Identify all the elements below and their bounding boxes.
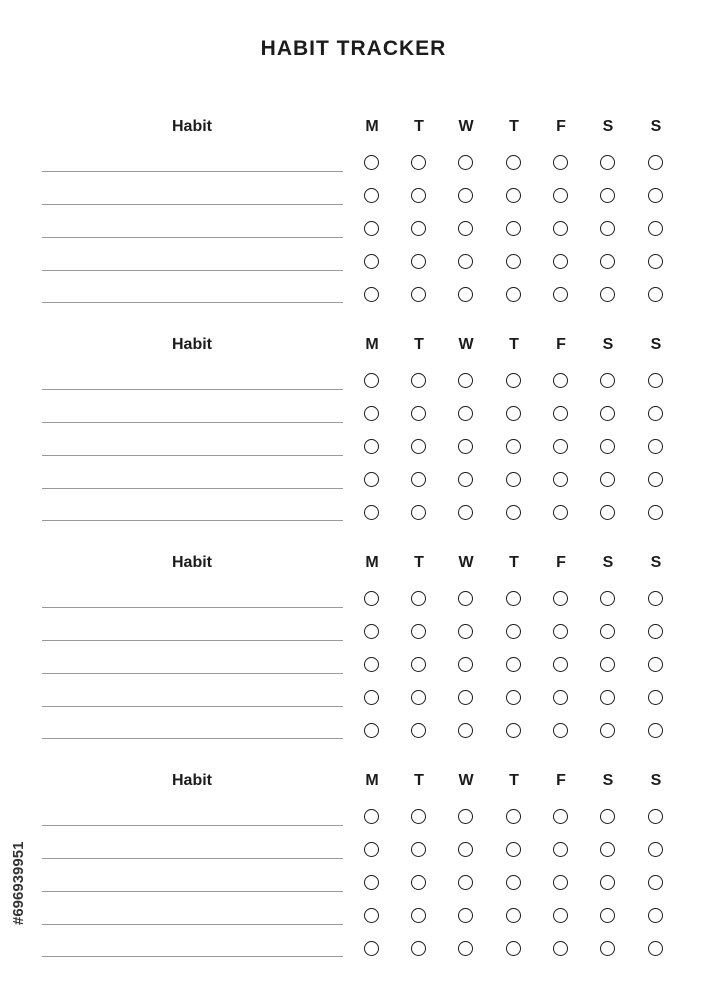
day-checkbox[interactable]	[553, 591, 568, 606]
day-checkbox[interactable]	[506, 809, 521, 824]
habit-section-2	[0, 335, 707, 535]
day-checkbox[interactable]	[411, 941, 426, 956]
day-checkbox[interactable]	[364, 221, 379, 236]
day-checkbox[interactable]	[458, 690, 473, 705]
day-checkbox[interactable]	[364, 624, 379, 639]
day-checkbox[interactable]	[600, 657, 615, 672]
day-checkbox[interactable]	[553, 842, 568, 857]
day-checkbox[interactable]	[553, 287, 568, 302]
day-checkbox[interactable]	[553, 723, 568, 738]
habit-section-3	[0, 553, 707, 753]
day-checkbox[interactable]	[600, 690, 615, 705]
day-header: T	[414, 118, 424, 135]
habit-entry-line[interactable]	[42, 825, 343, 826]
day-checkbox[interactable]	[648, 155, 663, 170]
day-checkbox[interactable]	[458, 439, 473, 454]
day-checkbox[interactable]	[364, 875, 379, 890]
day-checkbox[interactable]	[364, 505, 379, 520]
day-header: S	[650, 118, 662, 135]
day-checkbox[interactable]	[364, 287, 379, 302]
day-checkbox[interactable]	[458, 221, 473, 236]
day-checkbox[interactable]	[648, 287, 663, 302]
day-checkbox[interactable]	[506, 155, 521, 170]
day-checkbox[interactable]	[553, 406, 568, 421]
day-checkbox[interactable]	[364, 472, 379, 487]
day-checkbox[interactable]	[506, 842, 521, 857]
day-checkbox[interactable]	[600, 624, 615, 639]
day-checkbox[interactable]	[648, 221, 663, 236]
day-checkbox[interactable]	[506, 941, 521, 956]
day-checkbox[interactable]	[648, 373, 663, 388]
day-checkbox[interactable]	[506, 624, 521, 639]
day-checkbox[interactable]	[648, 406, 663, 421]
day-header: T	[414, 772, 424, 789]
day-header: T	[509, 554, 519, 571]
day-checkbox[interactable]	[600, 723, 615, 738]
day-checkbox[interactable]	[648, 472, 663, 487]
day-header: S	[602, 336, 614, 353]
day-checkbox[interactable]	[364, 254, 379, 269]
day-checkbox[interactable]	[411, 624, 426, 639]
habit-entry-line[interactable]	[42, 302, 343, 303]
day-checkbox[interactable]	[506, 254, 521, 269]
day-checkbox[interactable]	[458, 406, 473, 421]
day-checkbox[interactable]	[553, 941, 568, 956]
day-checkbox[interactable]	[600, 875, 615, 890]
habit-entry-line[interactable]	[42, 891, 343, 892]
day-checkbox[interactable]	[648, 591, 663, 606]
day-checkbox[interactable]	[458, 505, 473, 520]
day-checkbox[interactable]	[553, 908, 568, 923]
day-checkbox[interactable]	[411, 406, 426, 421]
day-checkbox[interactable]	[411, 723, 426, 738]
day-checkbox[interactable]	[648, 254, 663, 269]
day-checkbox[interactable]	[648, 842, 663, 857]
day-checkbox[interactable]	[600, 221, 615, 236]
habit-entry-line[interactable]	[42, 607, 343, 608]
stock-id-watermark: #696939951	[10, 841, 27, 925]
day-checkbox[interactable]	[553, 155, 568, 170]
day-checkbox[interactable]	[553, 221, 568, 236]
day-checkbox[interactable]	[458, 875, 473, 890]
habit-entry-line[interactable]	[42, 204, 343, 205]
day-checkbox[interactable]	[411, 657, 426, 672]
day-checkbox[interactable]	[458, 373, 473, 388]
habit-section-1	[0, 117, 707, 317]
day-checkbox[interactable]	[458, 941, 473, 956]
day-header: T	[414, 336, 424, 353]
habit-entry-line[interactable]	[42, 422, 343, 423]
habit-entry-line[interactable]	[42, 673, 343, 674]
day-checkbox[interactable]	[600, 254, 615, 269]
habit-entry-line[interactable]	[42, 520, 343, 521]
day-checkbox[interactable]	[411, 908, 426, 923]
day-checkbox[interactable]	[600, 155, 615, 170]
day-checkbox[interactable]	[364, 439, 379, 454]
day-checkbox[interactable]	[411, 221, 426, 236]
day-checkbox[interactable]	[364, 373, 379, 388]
day-checkbox[interactable]	[411, 373, 426, 388]
day-checkbox[interactable]	[600, 188, 615, 203]
day-checkbox[interactable]	[600, 591, 615, 606]
day-checkbox[interactable]	[600, 908, 615, 923]
day-checkbox[interactable]	[458, 254, 473, 269]
day-checkbox[interactable]	[506, 690, 521, 705]
habit-entry-line[interactable]	[42, 924, 343, 925]
habit-column-header: Habit	[172, 772, 212, 789]
day-header: F	[556, 118, 566, 135]
habit-entry-line[interactable]	[42, 706, 343, 707]
day-checkbox[interactable]	[553, 439, 568, 454]
day-checkbox[interactable]	[411, 505, 426, 520]
day-checkbox[interactable]	[506, 591, 521, 606]
day-header: S	[602, 772, 614, 789]
day-checkbox[interactable]	[648, 188, 663, 203]
day-checkbox[interactable]	[411, 155, 426, 170]
day-checkbox[interactable]	[458, 657, 473, 672]
day-header: S	[650, 554, 662, 571]
day-checkbox[interactable]	[458, 188, 473, 203]
day-header: F	[556, 772, 566, 789]
day-checkbox[interactable]	[600, 842, 615, 857]
day-checkbox[interactable]	[458, 472, 473, 487]
habit-entry-line[interactable]	[42, 270, 343, 271]
day-header: T	[509, 118, 519, 135]
day-header: W	[458, 118, 474, 135]
day-header: M	[365, 554, 379, 571]
day-checkbox[interactable]	[648, 690, 663, 705]
day-checkbox[interactable]	[600, 287, 615, 302]
day-checkbox[interactable]	[600, 809, 615, 824]
day-checkbox[interactable]	[364, 406, 379, 421]
day-header: M	[365, 118, 379, 135]
day-checkbox[interactable]	[411, 842, 426, 857]
day-checkbox[interactable]	[600, 505, 615, 520]
day-header: F	[556, 336, 566, 353]
habit-entry-line[interactable]	[42, 455, 343, 456]
day-checkbox[interactable]	[364, 908, 379, 923]
day-checkbox[interactable]	[411, 254, 426, 269]
page-title: HABIT TRACKER	[260, 37, 447, 60]
habit-column-header: Habit	[172, 118, 212, 135]
day-checkbox[interactable]	[506, 287, 521, 302]
day-checkbox[interactable]	[553, 254, 568, 269]
day-header: S	[650, 772, 662, 789]
habit-column-header: Habit	[172, 554, 212, 571]
habit-entry-line[interactable]	[42, 171, 343, 172]
habit-entry-line[interactable]	[42, 389, 343, 390]
habit-section-4	[0, 771, 707, 971]
day-checkbox[interactable]	[364, 842, 379, 857]
habit-entry-line[interactable]	[42, 488, 343, 489]
day-checkbox[interactable]	[648, 439, 663, 454]
day-checkbox[interactable]	[506, 406, 521, 421]
day-checkbox[interactable]	[458, 809, 473, 824]
day-checkbox[interactable]	[364, 188, 379, 203]
day-checkbox[interactable]	[364, 155, 379, 170]
day-checkbox[interactable]	[553, 188, 568, 203]
day-checkbox[interactable]	[364, 657, 379, 672]
day-checkbox[interactable]	[553, 809, 568, 824]
day-checkbox[interactable]	[648, 809, 663, 824]
day-checkbox[interactable]	[458, 624, 473, 639]
day-checkbox[interactable]	[553, 505, 568, 520]
day-checkbox[interactable]	[458, 287, 473, 302]
day-checkbox[interactable]	[553, 690, 568, 705]
day-checkbox[interactable]	[553, 373, 568, 388]
day-checkbox[interactable]	[364, 591, 379, 606]
day-checkbox[interactable]	[648, 624, 663, 639]
day-checkbox[interactable]	[364, 809, 379, 824]
habit-entry-line[interactable]	[42, 956, 343, 957]
day-checkbox[interactable]	[648, 723, 663, 738]
day-checkbox[interactable]	[553, 472, 568, 487]
day-checkbox[interactable]	[506, 657, 521, 672]
day-checkbox[interactable]	[600, 941, 615, 956]
day-checkbox[interactable]	[458, 908, 473, 923]
day-header: S	[602, 118, 614, 135]
day-header: F	[556, 554, 566, 571]
day-checkbox[interactable]	[506, 908, 521, 923]
day-checkbox[interactable]	[411, 188, 426, 203]
day-checkbox[interactable]	[506, 472, 521, 487]
day-checkbox[interactable]	[364, 941, 379, 956]
habit-entry-line[interactable]	[42, 237, 343, 238]
day-checkbox[interactable]	[506, 723, 521, 738]
day-checkbox[interactable]	[458, 723, 473, 738]
day-checkbox[interactable]	[506, 221, 521, 236]
day-header: T	[414, 554, 424, 571]
day-checkbox[interactable]	[506, 439, 521, 454]
day-checkbox[interactable]	[506, 875, 521, 890]
day-checkbox[interactable]	[411, 472, 426, 487]
day-checkbox[interactable]	[458, 842, 473, 857]
day-checkbox[interactable]	[364, 723, 379, 738]
day-checkbox[interactable]	[648, 875, 663, 890]
day-checkbox[interactable]	[506, 188, 521, 203]
day-checkbox[interactable]	[600, 373, 615, 388]
day-checkbox[interactable]	[458, 591, 473, 606]
day-checkbox[interactable]	[458, 155, 473, 170]
day-header: W	[458, 772, 474, 789]
day-checkbox[interactable]	[411, 439, 426, 454]
day-checkbox[interactable]	[648, 657, 663, 672]
habit-entry-line[interactable]	[42, 640, 343, 641]
day-checkbox[interactable]	[648, 941, 663, 956]
day-checkbox[interactable]	[553, 624, 568, 639]
day-header: T	[509, 336, 519, 353]
day-header: W	[458, 554, 474, 571]
day-checkbox[interactable]	[411, 875, 426, 890]
day-checkbox[interactable]	[600, 472, 615, 487]
day-checkbox[interactable]	[553, 875, 568, 890]
day-checkbox[interactable]	[411, 287, 426, 302]
day-header: S	[650, 336, 662, 353]
day-checkbox[interactable]	[506, 505, 521, 520]
day-checkbox[interactable]	[411, 809, 426, 824]
day-checkbox[interactable]	[600, 406, 615, 421]
habit-column-header: Habit	[172, 336, 212, 353]
day-header: M	[365, 772, 379, 789]
day-checkbox[interactable]	[600, 439, 615, 454]
day-checkbox[interactable]	[648, 505, 663, 520]
day-checkbox[interactable]	[411, 591, 426, 606]
day-header: W	[458, 336, 474, 353]
habit-entry-line[interactable]	[42, 738, 343, 739]
day-checkbox[interactable]	[553, 657, 568, 672]
day-header: S	[602, 554, 614, 571]
habit-entry-line[interactable]	[42, 858, 343, 859]
day-header: M	[365, 336, 379, 353]
day-checkbox[interactable]	[648, 908, 663, 923]
day-header: T	[509, 772, 519, 789]
day-checkbox[interactable]	[411, 690, 426, 705]
day-checkbox[interactable]	[364, 690, 379, 705]
day-checkbox[interactable]	[506, 373, 521, 388]
